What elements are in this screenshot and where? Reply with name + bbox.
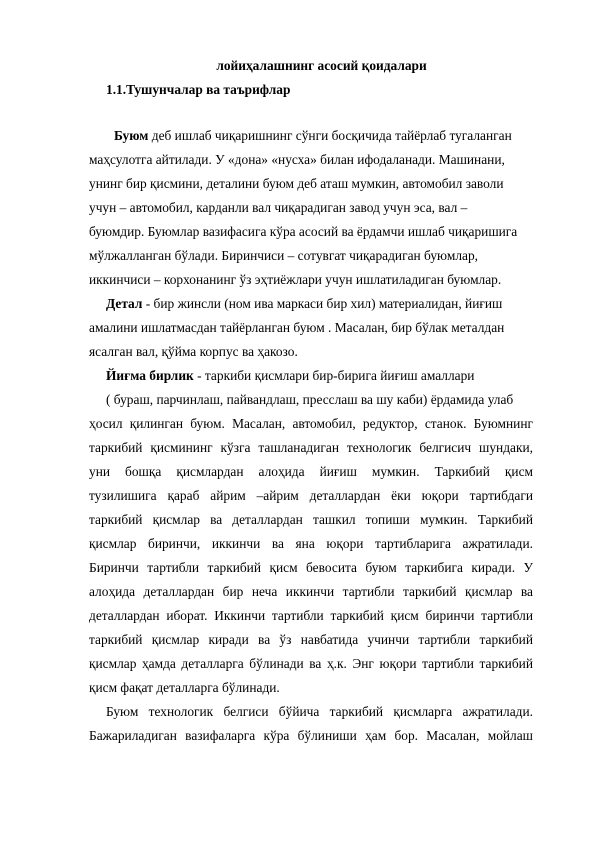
paragraph-line: тузилишига қараб айрим –айрим деталлардан ёки юқори тартибдаги [89,488,533,503]
paragraph-line: маҳсулотга айтилади. У «дона» «нусха» билан ифодаланади. Машинани, [89,152,505,167]
paragraph-line: ясалган вал, қўйма корпус ва ҳакозо. [89,344,298,359]
paragraph-line: Бажариладиган вазифаларга кўра бўлиниши ҳам бор. Масалан, мойлаш [89,728,533,743]
paragraph-line: қисм фақат деталларга бўлинади. [89,680,280,695]
paragraph-text: деб ишлаб чиқаришнинг сўнги босқичида тайёрлаб тугаланган [148,128,512,143]
paragraph-line: иккинчиси – корхонанинг ўз эҳтиёжлари учун ишлатиладиган буюмлар. [89,272,502,287]
paragraph-line [114,127,512,144]
paragraph-line: қисмлар биринчи, иккинчи ва яна юқори тартибларига ажратилади. [89,536,533,551]
paragraph-line: Буюм технологик белгиси бўйича таркибий қисмларга ажратилади. [106,704,533,719]
paragraph-line: таркибий қисмининг кўзга ташланадиган технологик белгисич шундаки, [89,440,533,455]
paragraph-line: унинг бир қисмини, деталини буюм деб аташ мумкин, автомобил заволи [89,176,504,191]
term-detal: Детал [106,296,143,311]
paragraph-line: таркибий қисмлар киради ва ўз навбатида учинчи тартибли таркибий [89,632,533,647]
paragraph-line: деталлардан иборат. Иккинчи тартибли таркибий қисм биринчи тартибли [89,608,533,623]
paragraph-text: - бир жинсли (ном ива маркаси бир хил) материалидан, йиғиш [142,296,503,311]
paragraph-line [106,295,502,312]
paragraph-line: уни бошқа қисмлардан алоҳида йиғиш мумкин. Таркибий қисм [89,464,533,479]
paragraph-text: - таркиби қисмлари бир-бирига йиғиш амаллари [193,368,475,383]
paragraph-line: мўлжалланган бўлади. Биринчиси – сотувгат чиқарадиган буюмлар, [89,248,479,263]
paragraph-line: таркибий қисмлар ва деталлардан ташкил топиши мумкин. Таркибий [89,512,533,527]
term-buyum: Буюм [114,128,149,143]
paragraph-line: алоҳида деталлардан бир неча иккинчи тартибли таркибий қисмлар ва [89,584,533,599]
paragraph-line: ҳосил қилинган буюм. Масалан, автомобил, редуктор, станок. Буюмнинг [89,416,533,431]
section-heading: 1.1.Тушунчалар ва таърифлар [106,82,291,97]
page-title: лойиҳалашнинг асосий қоидалари [216,58,427,73]
paragraph-line [106,367,474,384]
term-yigma-birlik: Йиғма бирлик [106,368,194,383]
paragraph-line: буюмдир. Буюмлар вазифасига кўра асосий ва ёрдамчи ишлаб чиқаришига [89,224,518,239]
paragraph-line: амалини ишлатмасдан тайёрланган буюм . Масалан, бир бўлак металдан [89,320,505,335]
paragraph-line: қисмлар ҳамда деталларга бўлинади ва ҳ.к. Энг юқори тартибли таркибий [89,656,533,671]
paragraph-line: учун – автомобил, карданли вал чиқарадиган завод учун эса, вал – [89,200,468,215]
paragraph-line: Биринчи тартибли таркибий қисм бевосита буюм таркибига киради. У [89,560,533,575]
paragraph-line: ( бураш, парчинлаш, пайвандлаш, пресслаш ва шу каби) ёрдамида улаб [106,392,514,407]
